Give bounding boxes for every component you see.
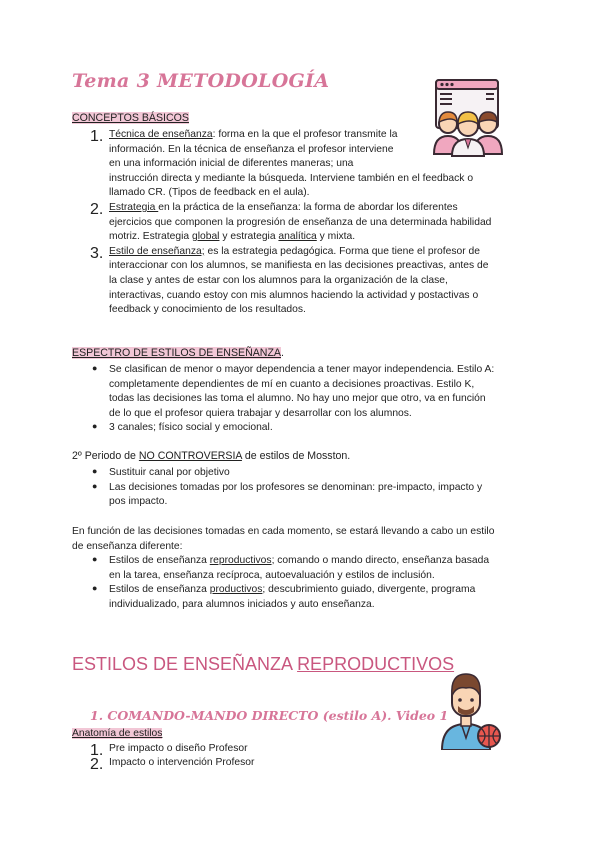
conceptos-list [72,128,532,318]
anatomia-section [72,727,532,774]
espectro-list [72,363,532,436]
list-item: ● Estilos de enseñanza productivos; descubrimiento guiado, divergente, programa individualizado, para alumnos iniciados y auto enseñanza. [92,583,476,610]
list-item: ● Las decisiones tomadas por los profesores se denominan: pre-impacto, impacto y pos impacto. [92,480,483,508]
list-item: 3. Estilo de enseñanza; es la estrategia pedagógica. Forma que tiene el profesor de interaccionar con los alumnos, se manifiesta en las decisiones preactivas, antes de la clase y antes de estar con los alumnos para la organización de la clase, interactivas, cuando estoy con mis alumnos haciendo la actividad y postactivas o feedback y conocimiento de los resultados. [90,244,489,316]
list-item: 1. Pre impacto o diseño Profesor [90,741,248,759]
list-item: ● Sustituir canal por objetivo [92,466,230,478]
section-heading-conceptos: CONCEPTOS BÁSICOS [72,112,189,124]
reproductivos-heading: ESTILOS DE ENSEÑANZA REPRODUCTIVOS [72,654,455,674]
list-item: ● Se clasifican de menor o mayor dependencia a tener mayor independencia. Estilo A: completamente dependientes de mí en cuanto a decisiones proactivas. Estilo K, todas las decisiones las toma el alumno. No hay uno mejor que otro, va en función de lo que el profesor quiera trabajar y desarrollar con los alumnos. [92,363,495,419]
estilos-intro: En función de las decisiones tomadas en cada momento, se estará llevando a cabo un estilo de enseñanza diferente: ● Estilos de enseñanza reproductivos; comando o mando directo, enseñanza basada en la tarea, enseñanza recíproca, autoevaluación y estilos de inclusión. ● Estilos de enseñanza productivos; descubrimiento guiado, divergente, programa individualizado, para alumnos iniciados y auto enseñanza. [72,525,532,613]
list-item: 1. Técnica de enseñanza: forma en la que el profesor transmite la información. En la técnica de enseñanza el profesor interviene en una información inicial de diferentes maneras; una instrucción directa y mediante la búsqueda. Interviene también en el feedback o llamado CR. (Tipos de feedback en el aula). [90,128,474,199]
list-item: 2. Estrategia en la práctica de la enseñanza: la forma de abordar los diferentes ejercicios que componen la progresión de enseñanza de una determinada habilidad motriz. Estrategia global y estrategia analítica y mixta. [90,200,492,243]
anatomia-heading: Anatomía de estilos [72,728,163,739]
comando-subheading: 1. COMANDO-MANDO DIRECTO (estilo A). Video 1 [90,708,449,723]
list-item: ● Estilos de enseñanza reproductivos; comando o mando directo, enseñanza basada en la tarea, enseñanza recíproca, autoevaluación y estilos de inclusión. [92,554,490,581]
section-heading-espectro: ESPECTRO DE ESTILOS DE ENSEÑANZA. [72,347,284,359]
section-heading-periodo: 2º Periodo de NO CONTROVERSIA de estilos de Mosston. [72,450,351,462]
page-title: Tema 3 METODOLOGÍA [72,70,330,92]
periodo-list [72,466,532,510]
list-item: 2. Impacto o intervención Profesor [90,756,255,774]
list-item: ● 3 canales; físico social y emocional. [92,421,273,434]
